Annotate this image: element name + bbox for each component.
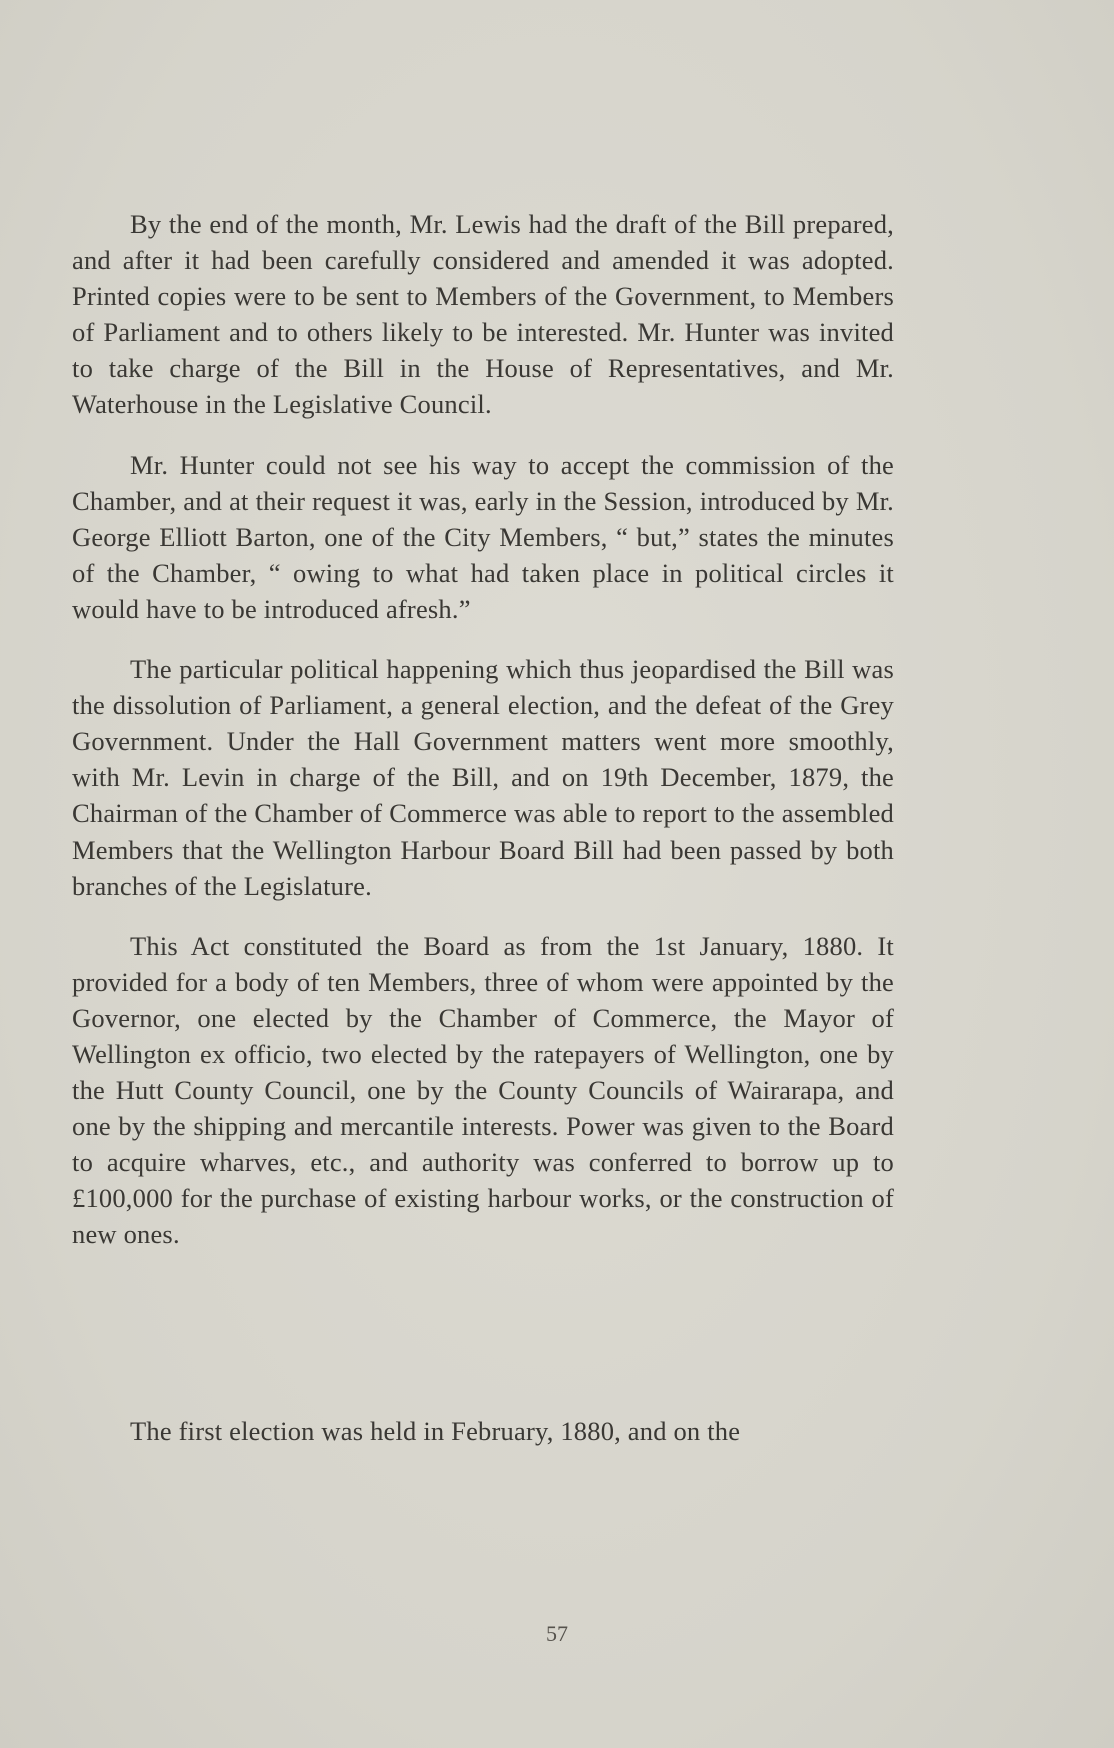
paragraph-3: The particular political happening which thus jeopardised the Bill was the dissolution of Parliament, a general election, and the defeat of the Grey Government. Under the Hall Government matters went more smoothly, with Mr. Levin in charge of the Bill, and on 19th December, 1879, the Chairman of the Chamber of Commerce was able to report to the assembled Members that the Wellington Harbour Board Bill had been passed by both branches of the Legislature. (72, 654, 894, 901)
paragraph-1: By the end of the month, Mr. Lewis had the draft of the Bill prepared, and after it had been carefully considered and amended it was adopted. Printed copies were to be sent to Members of the Government, to Members of Parliament and to others likely to be interested. Mr. Hunter was invited to take charge of the Bill in the House of Representatives, and Mr. Waterhouse in the Legislative Council. (72, 209, 894, 420)
paragraph-4: This Act constituted the Board as from the 1st January, 1880. It provided for a body of ten Members, three of whom were appointed by the Governor, one elected by the Chamber of Commerce, the Mayor of Wellington ex officio, two elected by the ratepayers of Wellington, one by the Hutt County Council, one by the County Councils of Wairarapa, and one by the shipping and mercantile interests. Power was given to the Board to acquire wharves, etc., and authority was conferred to borrow up to £100,000 for the purchase of existing harbour works, or the construction of new ones. (72, 930, 894, 1250)
body-text (72, 206, 894, 1253)
paragraph-5: The first election was held in February, 1880, and on the (130, 1416, 741, 1446)
paragraph-2: Mr. Hunter could not see his way to accept the commission of the Chamber, and at their request it was, early in the Session, introduced by Mr. George Elliott Barton, one of the City Members, “ but,” states the minutes of the Chamber, “ owing to what had taken place in political circles it would have to be introduced afresh.” (72, 449, 894, 624)
page-number: 57 (546, 1621, 568, 1646)
